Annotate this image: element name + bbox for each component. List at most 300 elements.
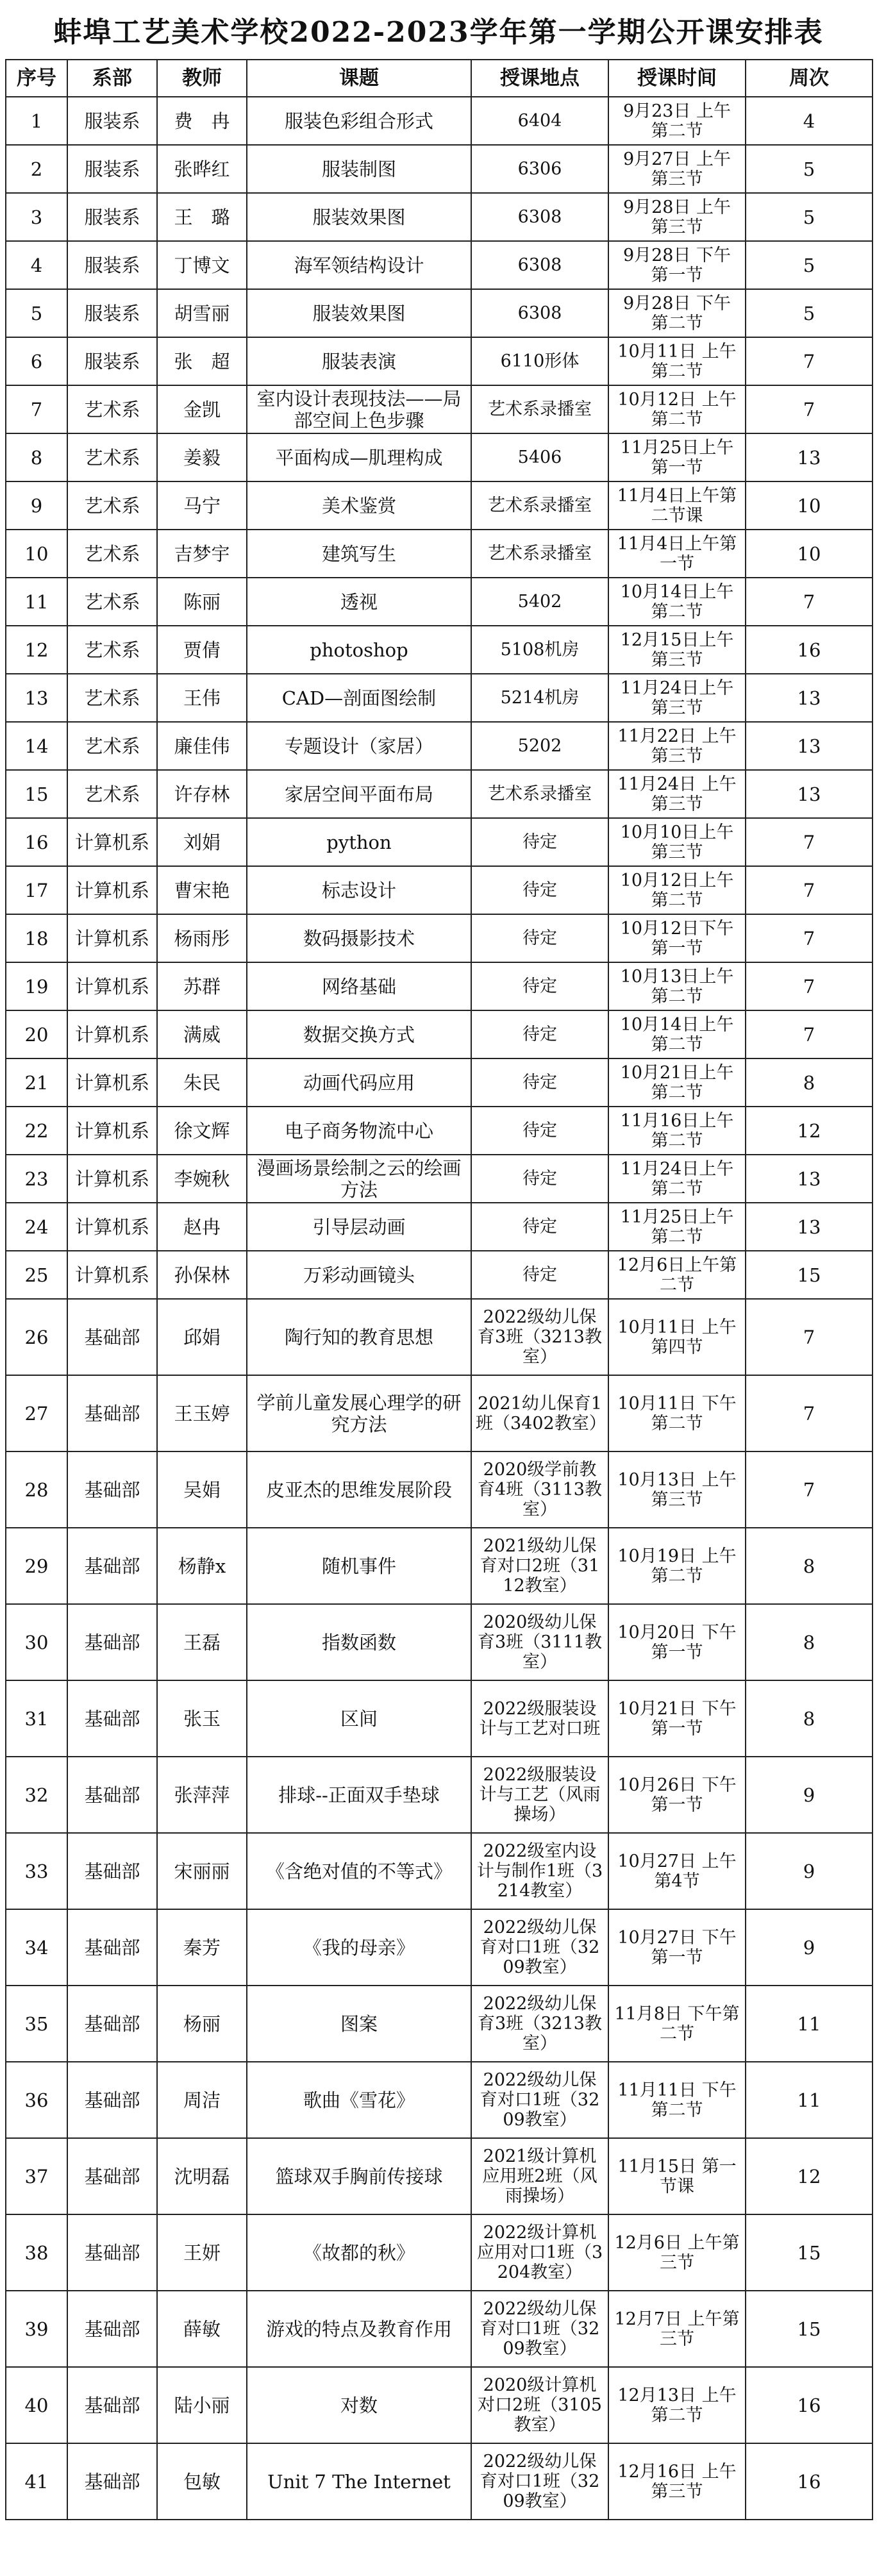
cell-week: 13	[746, 770, 873, 818]
cell-time: 12月6日 上午第三节	[608, 2214, 746, 2291]
table-row	[6, 145, 873, 193]
cell-time: 10月26日 下午第一节	[608, 1757, 746, 1833]
cell-time: 10月12日下午第一节	[608, 914, 746, 962]
cell-dept: 基础部	[67, 1299, 157, 1375]
cell-teacher: 包敏	[157, 2443, 247, 2520]
cell-topic: 服装表演	[247, 337, 471, 385]
cell-topic: 数码摄影技术	[247, 914, 471, 962]
cell-place: 5402	[471, 578, 608, 626]
cell-week: 9	[746, 1833, 873, 1909]
cell-time: 10月14日上午第二节	[608, 1010, 746, 1058]
cell-topic: photoshop	[247, 626, 471, 674]
cell-week: 7	[746, 1299, 873, 1375]
cell-teacher: 马宁	[157, 481, 247, 530]
cell-time: 10月20日 下午第一节	[608, 1604, 746, 1680]
cell-no: 20	[6, 1010, 67, 1058]
cell-topic: 《故都的秋》	[247, 2214, 471, 2291]
cell-place: 2022级幼儿保育对口1班（3209教室）	[471, 2291, 608, 2367]
cell-no: 25	[6, 1251, 67, 1299]
cell-time: 12月6日上午第二节	[608, 1251, 746, 1299]
cell-time: 10月11日 上午 第二节	[608, 337, 746, 385]
cell-no: 28	[6, 1451, 67, 1528]
cell-time: 10月13日上午第二节	[608, 962, 746, 1010]
cell-week: 10	[746, 481, 873, 530]
cell-topic: 指数函数	[247, 1604, 471, 1680]
cell-topic: 标志设计	[247, 866, 471, 914]
cell-no: 37	[6, 2138, 67, 2214]
cell-teacher: 廉佳伟	[157, 722, 247, 770]
cell-week: 8	[746, 1680, 873, 1757]
cell-no: 18	[6, 914, 67, 962]
cell-place: 6308	[471, 241, 608, 289]
cell-no: 21	[6, 1058, 67, 1107]
cell-no: 13	[6, 674, 67, 722]
table-row	[6, 530, 873, 578]
cell-week: 16	[746, 2367, 873, 2443]
cell-no: 10	[6, 530, 67, 578]
cell-place: 待定	[471, 1203, 608, 1251]
cell-dept: 服装系	[67, 193, 157, 241]
cell-dept: 基础部	[67, 1375, 157, 1451]
cell-topic: 服装色彩组合形式	[247, 97, 471, 145]
cell-no: 31	[6, 1680, 67, 1757]
cell-place: 5214机房	[471, 674, 608, 722]
cell-place: 6308	[471, 289, 608, 337]
table-row	[6, 1528, 873, 1604]
cell-place: 待定	[471, 818, 608, 866]
header-row	[6, 60, 873, 97]
cell-no: 29	[6, 1528, 67, 1604]
table-row	[6, 866, 873, 914]
cell-dept: 艺术系	[67, 385, 157, 433]
cell-place: 待定	[471, 866, 608, 914]
cell-place: 待定	[471, 1107, 608, 1155]
cell-dept: 服装系	[67, 337, 157, 385]
cell-week: 11	[746, 1986, 873, 2062]
cell-dept: 基础部	[67, 1909, 157, 1986]
cell-no: 17	[6, 866, 67, 914]
cell-teacher: 王伟	[157, 674, 247, 722]
cell-time: 10月21日 下午第一节	[608, 1680, 746, 1757]
cell-place: 2022级服装设计与工艺对口班	[471, 1680, 608, 1757]
cell-no: 27	[6, 1375, 67, 1451]
cell-topic: 家居空间平面布局	[247, 770, 471, 818]
cell-week: 13	[746, 674, 873, 722]
cell-week: 13	[746, 1155, 873, 1203]
cell-topic: 万彩动画镜头	[247, 1251, 471, 1299]
cell-teacher: 杨静x	[157, 1528, 247, 1604]
cell-week: 5	[746, 289, 873, 337]
cell-week: 5	[746, 145, 873, 193]
table-row	[6, 2291, 873, 2367]
cell-topic: 图案	[247, 1986, 471, 2062]
table-row	[6, 818, 873, 866]
cell-dept: 基础部	[67, 1680, 157, 1757]
cell-place: 2022级室内设计与制作1班（3214教室）	[471, 1833, 608, 1909]
cell-place: 5202	[471, 722, 608, 770]
cell-teacher: 张玉	[157, 1680, 247, 1757]
cell-teacher: 王玉婷	[157, 1375, 247, 1451]
cell-no: 33	[6, 1833, 67, 1909]
cell-teacher: 邱娟	[157, 1299, 247, 1375]
cell-time: 10月21日上午第二节	[608, 1058, 746, 1107]
cell-dept: 基础部	[67, 2443, 157, 2520]
cell-no: 34	[6, 1909, 67, 1986]
table-row	[6, 433, 873, 481]
cell-time: 11月15日 第一节课	[608, 2138, 746, 2214]
cell-topic: 《含绝对值的不等式》	[247, 1833, 471, 1909]
cell-topic: 学前儿童发展心理学的研究方法	[247, 1375, 471, 1451]
cell-teacher: 贾倩	[157, 626, 247, 674]
cell-time: 10月14日上午第二节	[608, 578, 746, 626]
cell-time: 10月13日 上午第三节	[608, 1451, 746, 1528]
table-row	[6, 1833, 873, 1909]
cell-dept: 计算机系	[67, 1058, 157, 1107]
table-row	[6, 1604, 873, 1680]
cell-place: 待定	[471, 1155, 608, 1203]
cell-dept: 计算机系	[67, 1107, 157, 1155]
cell-no: 15	[6, 770, 67, 818]
cell-teacher: 王 璐	[157, 193, 247, 241]
cell-dept: 计算机系	[67, 1251, 157, 1299]
cell-dept: 基础部	[67, 2214, 157, 2291]
header-time: 授课时间	[608, 60, 746, 97]
cell-no: 35	[6, 1986, 67, 2062]
cell-topic: 透视	[247, 578, 471, 626]
cell-time: 12月16日 上午第三节	[608, 2443, 746, 2520]
cell-dept: 基础部	[67, 2291, 157, 2367]
table-row	[6, 1155, 873, 1203]
cell-dept: 艺术系	[67, 578, 157, 626]
cell-no: 32	[6, 1757, 67, 1833]
cell-place: 2022级幼儿保育3班（3213教室）	[471, 1299, 608, 1375]
cell-dept: 基础部	[67, 1757, 157, 1833]
cell-place: 2022级服装设计与工艺（风雨操场）	[471, 1757, 608, 1833]
cell-week: 7	[746, 337, 873, 385]
table-row	[6, 385, 873, 433]
cell-week: 12	[746, 1107, 873, 1155]
cell-time: 11月24日上午第三节	[608, 674, 746, 722]
table-row	[6, 962, 873, 1010]
table-row	[6, 481, 873, 530]
cell-teacher: 秦芳	[157, 1909, 247, 1986]
cell-week: 16	[746, 2443, 873, 2520]
cell-time: 11月4日上午第一节	[608, 530, 746, 578]
cell-topic: 随机事件	[247, 1528, 471, 1604]
cell-teacher: 吴娟	[157, 1451, 247, 1528]
cell-no: 16	[6, 818, 67, 866]
cell-teacher: 费 冉	[157, 97, 247, 145]
cell-week: 13	[746, 722, 873, 770]
cell-dept: 计算机系	[67, 1155, 157, 1203]
cell-week: 4	[746, 97, 873, 145]
cell-teacher: 刘娟	[157, 818, 247, 866]
cell-time: 9月28日 上午 第三节	[608, 193, 746, 241]
cell-place: 艺术系录播室	[471, 385, 608, 433]
cell-teacher: 周洁	[157, 2062, 247, 2138]
cell-topic: 数据交换方式	[247, 1010, 471, 1058]
cell-topic: 歌曲《雪花》	[247, 2062, 471, 2138]
cell-place: 待定	[471, 1251, 608, 1299]
cell-teacher: 王妍	[157, 2214, 247, 2291]
cell-teacher: 陆小丽	[157, 2367, 247, 2443]
cell-time: 9月27日 上午 第三节	[608, 145, 746, 193]
cell-place: 2020级计算机对口2班（3105教室）	[471, 2367, 608, 2443]
cell-no: 11	[6, 578, 67, 626]
cell-topic: 服装制图	[247, 145, 471, 193]
cell-dept: 艺术系	[67, 433, 157, 481]
cell-topic: 《我的母亲》	[247, 1909, 471, 1986]
cell-teacher: 满威	[157, 1010, 247, 1058]
cell-dept: 基础部	[67, 2062, 157, 2138]
table-row	[6, 193, 873, 241]
cell-week: 7	[746, 1010, 873, 1058]
cell-no: 3	[6, 193, 67, 241]
cell-dept: 服装系	[67, 145, 157, 193]
table-row	[6, 1251, 873, 1299]
cell-place: 2022级计算机应用对口1班（3204教室）	[471, 2214, 608, 2291]
cell-time: 11月24日 上午第三节	[608, 770, 746, 818]
cell-no: 39	[6, 2291, 67, 2367]
cell-no: 1	[6, 97, 67, 145]
cell-place: 6306	[471, 145, 608, 193]
cell-time: 11月25日上午第一节	[608, 433, 746, 481]
table-row	[6, 1299, 873, 1375]
cell-no: 5	[6, 289, 67, 337]
cell-dept: 艺术系	[67, 481, 157, 530]
cell-week: 5	[746, 241, 873, 289]
cell-topic: 游戏的特点及教育作用	[247, 2291, 471, 2367]
cell-teacher: 张晔红	[157, 145, 247, 193]
cell-topic: 网络基础	[247, 962, 471, 1010]
cell-topic: 对数	[247, 2367, 471, 2443]
table-row	[6, 241, 873, 289]
cell-time: 11月25日上午第二节	[608, 1203, 746, 1251]
cell-place: 2021级幼儿保育对口2班（3112教室）	[471, 1528, 608, 1604]
table-row	[6, 337, 873, 385]
table-row	[6, 1909, 873, 1986]
table-row	[6, 289, 873, 337]
cell-dept: 服装系	[67, 97, 157, 145]
table-row	[6, 1203, 873, 1251]
cell-topic: 漫画场景绘制之云的绘画方法	[247, 1155, 471, 1203]
cell-teacher: 徐文辉	[157, 1107, 247, 1155]
cell-no: 6	[6, 337, 67, 385]
cell-time: 9月28日 下午 第一节	[608, 241, 746, 289]
cell-teacher: 许存林	[157, 770, 247, 818]
cell-topic: 篮球双手胸前传接球	[247, 2138, 471, 2214]
cell-topic: 区间	[247, 1680, 471, 1757]
table-row	[6, 674, 873, 722]
cell-place: 2021级计算机应用班2班（风雨操场）	[471, 2138, 608, 2214]
header-dept: 系部	[67, 60, 157, 97]
header-week: 周次	[746, 60, 873, 97]
cell-no: 2	[6, 145, 67, 193]
cell-no: 4	[6, 241, 67, 289]
cell-teacher: 张 超	[157, 337, 247, 385]
cell-teacher: 姜毅	[157, 433, 247, 481]
cell-no: 41	[6, 2443, 67, 2520]
cell-time: 10月10日上午第三节	[608, 818, 746, 866]
cell-topic: 服装效果图	[247, 289, 471, 337]
cell-week: 15	[746, 2291, 873, 2367]
cell-teacher: 宋丽丽	[157, 1833, 247, 1909]
cell-no: 22	[6, 1107, 67, 1155]
cell-no: 24	[6, 1203, 67, 1251]
cell-no: 8	[6, 433, 67, 481]
cell-time: 10月19日 上午第二节	[608, 1528, 746, 1604]
cell-topic: 排球--正面双手垫球	[247, 1757, 471, 1833]
cell-teacher: 李婉秋	[157, 1155, 247, 1203]
table-row	[6, 578, 873, 626]
cell-week: 12	[746, 2138, 873, 2214]
schedule-table	[5, 59, 873, 2520]
cell-dept: 计算机系	[67, 866, 157, 914]
cell-topic: 室内设计表现技法——局部空间上色步骤	[247, 385, 471, 433]
cell-no: 38	[6, 2214, 67, 2291]
cell-topic: 陶行知的教育思想	[247, 1299, 471, 1375]
cell-dept: 基础部	[67, 1604, 157, 1680]
cell-place: 待定	[471, 1010, 608, 1058]
cell-place: 艺术系录播室	[471, 481, 608, 530]
cell-topic: 专题设计（家居）	[247, 722, 471, 770]
cell-dept: 计算机系	[67, 818, 157, 866]
table-row	[6, 722, 873, 770]
cell-no: 12	[6, 626, 67, 674]
cell-week: 7	[746, 914, 873, 962]
cell-place: 待定	[471, 914, 608, 962]
cell-week: 11	[746, 2062, 873, 2138]
cell-teacher: 丁博文	[157, 241, 247, 289]
cell-time: 12月13日 上午第二节	[608, 2367, 746, 2443]
cell-teacher: 王磊	[157, 1604, 247, 1680]
cell-topic: Unit 7 The Internet	[247, 2443, 471, 2520]
cell-teacher: 赵冉	[157, 1203, 247, 1251]
cell-teacher: 胡雪丽	[157, 289, 247, 337]
cell-topic: 服装效果图	[247, 193, 471, 241]
cell-topic: 美术鉴赏	[247, 481, 471, 530]
cell-place: 2022级幼儿保育对口1班（3209教室）	[471, 2443, 608, 2520]
cell-dept: 基础部	[67, 2367, 157, 2443]
cell-no: 26	[6, 1299, 67, 1375]
cell-dept: 艺术系	[67, 770, 157, 818]
cell-week: 9	[746, 1757, 873, 1833]
cell-week: 7	[746, 1375, 873, 1451]
cell-no: 23	[6, 1155, 67, 1203]
cell-dept: 服装系	[67, 289, 157, 337]
table-row	[6, 2138, 873, 2214]
cell-week: 13	[746, 433, 873, 481]
cell-no: 30	[6, 1604, 67, 1680]
cell-dept: 计算机系	[67, 914, 157, 962]
cell-time: 10月11日 下午第二节	[608, 1375, 746, 1451]
cell-week: 8	[746, 1058, 873, 1107]
cell-week: 15	[746, 1251, 873, 1299]
cell-no: 40	[6, 2367, 67, 2443]
table-row	[6, 2367, 873, 2443]
header-place: 授课地点	[471, 60, 608, 97]
table-row	[6, 1107, 873, 1155]
table-row	[6, 97, 873, 145]
table-row	[6, 2443, 873, 2520]
cell-place: 2020级幼儿保育3班（3111教室）	[471, 1604, 608, 1680]
cell-dept: 基础部	[67, 2138, 157, 2214]
cell-dept: 基础部	[67, 1833, 157, 1909]
header-no: 序号	[6, 60, 67, 97]
table-row	[6, 1986, 873, 2062]
cell-dept: 艺术系	[67, 530, 157, 578]
table-row	[6, 2062, 873, 2138]
cell-teacher: 孙保林	[157, 1251, 247, 1299]
cell-time: 10月27日 下午第一节	[608, 1909, 746, 1986]
cell-place: 艺术系录播室	[471, 530, 608, 578]
cell-week: 7	[746, 866, 873, 914]
cell-no: 14	[6, 722, 67, 770]
cell-week: 7	[746, 962, 873, 1010]
cell-time: 10月11日 上午第四节	[608, 1299, 746, 1375]
cell-week: 9	[746, 1909, 873, 1986]
cell-place: 5406	[471, 433, 608, 481]
table-row	[6, 1757, 873, 1833]
cell-time: 10月27日 上午第4节	[608, 1833, 746, 1909]
cell-dept: 艺术系	[67, 722, 157, 770]
cell-time: 12月7日 上午第三节	[608, 2291, 746, 2367]
cell-week: 10	[746, 530, 873, 578]
cell-time: 11月24日上午第二节	[608, 1155, 746, 1203]
cell-topic: python	[247, 818, 471, 866]
cell-time: 11月8日 下午第二节	[608, 1986, 746, 2062]
cell-dept: 基础部	[67, 1451, 157, 1528]
cell-topic: 海军领结构设计	[247, 241, 471, 289]
cell-dept: 基础部	[67, 1986, 157, 2062]
table-row	[6, 1058, 873, 1107]
cell-week: 7	[746, 578, 873, 626]
cell-dept: 计算机系	[67, 962, 157, 1010]
cell-dept: 基础部	[67, 1528, 157, 1604]
table-row	[6, 770, 873, 818]
cell-topic: 动画代码应用	[247, 1058, 471, 1107]
cell-place: 2021幼儿保育1班（3402教室）	[471, 1375, 608, 1451]
cell-teacher: 苏群	[157, 962, 247, 1010]
cell-time: 10月12日上午第二节	[608, 866, 746, 914]
cell-place: 6404	[471, 97, 608, 145]
table-row	[6, 626, 873, 674]
table-row	[6, 1680, 873, 1757]
cell-topic: 引导层动画	[247, 1203, 471, 1251]
cell-dept: 计算机系	[67, 1010, 157, 1058]
cell-teacher: 朱民	[157, 1058, 247, 1107]
cell-place: 2022级幼儿保育3班（3213教室）	[471, 1986, 608, 2062]
page-title: 蚌埠工艺美术学校2022-2023学年第一学期公开课安排表	[53, 16, 824, 49]
cell-place: 艺术系录播室	[471, 770, 608, 818]
table-row	[6, 1451, 873, 1528]
cell-place: 6308	[471, 193, 608, 241]
cell-week: 5	[746, 193, 873, 241]
cell-teacher: 吉梦宇	[157, 530, 247, 578]
table-row	[6, 2214, 873, 2291]
cell-teacher: 曹宋艳	[157, 866, 247, 914]
cell-time: 9月28日 下午 第二节	[608, 289, 746, 337]
cell-teacher: 沈明磊	[157, 2138, 247, 2214]
cell-no: 9	[6, 481, 67, 530]
cell-no: 19	[6, 962, 67, 1010]
cell-place: 待定	[471, 962, 608, 1010]
table-row	[6, 1375, 873, 1451]
cell-time: 9月23日 上午 第二节	[608, 97, 746, 145]
header-topic: 课题	[247, 60, 471, 97]
cell-place: 2022级幼儿保育对口1班（3209教室）	[471, 2062, 608, 2138]
cell-teacher: 金凯	[157, 385, 247, 433]
